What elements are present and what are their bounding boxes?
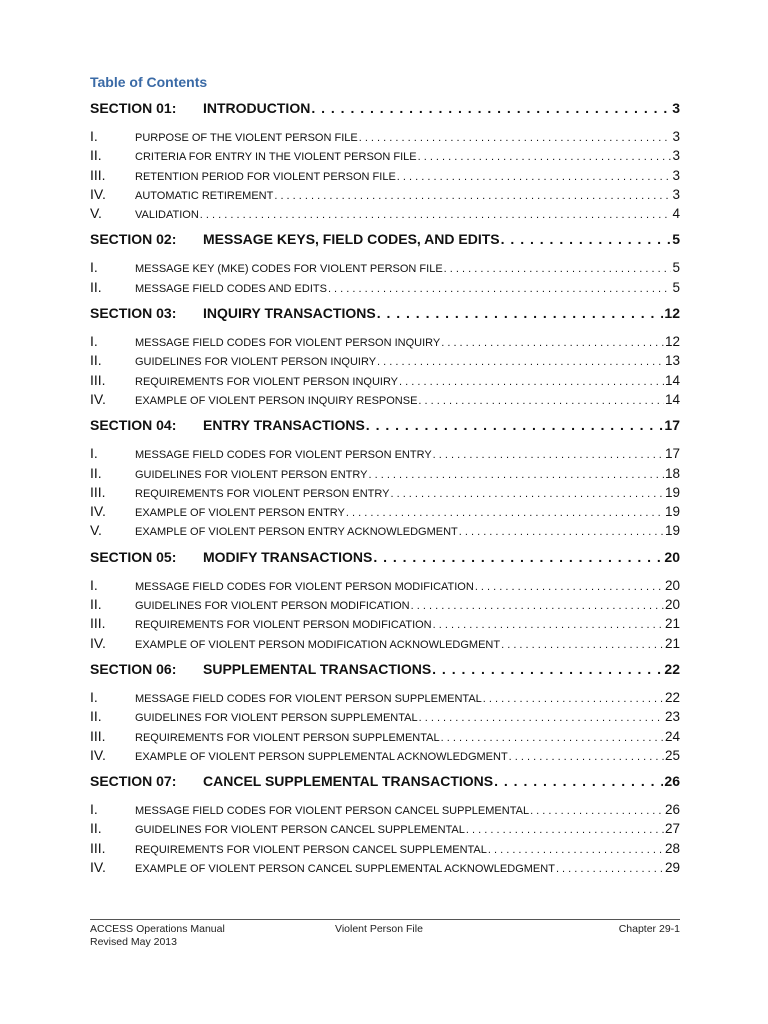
- dot-leader: [530, 805, 664, 817]
- entry-page-number: 19: [664, 504, 680, 520]
- toc-section: [90, 773, 680, 885]
- dot-leader: [459, 526, 664, 538]
- entry-roman-numeral: III.: [90, 839, 106, 856]
- entry-page-number: 19: [664, 523, 680, 539]
- toc-entry[interactable]: [90, 259, 680, 278]
- dot-leader: [368, 469, 663, 481]
- entry-page-number: 13: [664, 353, 680, 369]
- footer-left: [90, 923, 225, 949]
- entry-page-number: 27: [664, 821, 680, 837]
- toc-section: [90, 549, 680, 661]
- entry-title: EXAMPLE OF VIOLENT PERSON CANCEL SUPPLEMENTAL ACKNOWLEDGMENT: [135, 863, 555, 876]
- entry-roman-numeral: I.: [90, 688, 98, 705]
- entry-page-number: 20: [664, 597, 680, 613]
- section-spacer: [90, 654, 680, 661]
- dot-leader: [501, 231, 672, 247]
- entry-title: MESSAGE FIELD CODES FOR VIOLENT PERSON ENTRY: [135, 449, 432, 462]
- dot-leader: [494, 773, 663, 789]
- entry-roman-numeral: IV.: [90, 746, 106, 763]
- entry-roman-numeral: IV.: [90, 634, 106, 651]
- entry-title: GUIDELINES FOR VIOLENT PERSON INQUIRY: [135, 356, 377, 369]
- entry-title: MESSAGE FIELD CODES AND EDITS: [135, 282, 327, 295]
- entry-title: REQUIREMENTS FOR VIOLENT PERSON INQUIRY: [135, 375, 399, 388]
- entry-title: REQUIREMENTS FOR VIOLENT PERSON ENTRY: [135, 487, 390, 500]
- toc-entry[interactable]: [90, 333, 680, 352]
- entry-roman-numeral: V.: [90, 522, 102, 539]
- entry-roman-numeral: III.: [90, 166, 106, 183]
- entry-title: EXAMPLE OF VIOLENT PERSON MODIFICATION ACKNOWLEDGMENT: [135, 638, 501, 651]
- toc-section: [90, 305, 680, 417]
- toc-section: [90, 417, 680, 548]
- dot-leader: [418, 395, 664, 407]
- toc-entry[interactable]: [90, 352, 680, 371]
- section-page-number: 5: [672, 231, 680, 248]
- toc-entry[interactable]: [90, 689, 680, 708]
- toc-entry[interactable]: [90, 167, 680, 186]
- section-page-number: 22: [664, 660, 680, 677]
- entry-roman-numeral: III.: [90, 727, 106, 744]
- entry-page-number: 28: [664, 840, 680, 856]
- section-title: INTRODUCTION: [203, 100, 311, 116]
- section-title: INQUIRY TRANSACTIONS: [203, 305, 376, 322]
- dot-leader: [501, 639, 664, 651]
- toc-entry[interactable]: [90, 391, 680, 410]
- section-number: SECTION 05:: [90, 548, 177, 565]
- toc-entry[interactable]: [90, 577, 680, 596]
- dot-leader: [366, 417, 664, 433]
- toc-section-heading[interactable]: [90, 773, 680, 795]
- toc-entry[interactable]: [90, 708, 680, 727]
- section-title: MODIFY TRANSACTIONS: [203, 548, 373, 565]
- dot-leader: [466, 824, 664, 836]
- entry-page-number: 25: [664, 747, 680, 763]
- dot-leader: [475, 581, 664, 593]
- dot-leader: [411, 600, 664, 612]
- dot-leader: [441, 337, 664, 349]
- toc-entry[interactable]: [90, 445, 680, 464]
- section-spacer: [90, 878, 680, 885]
- footer-divider: [90, 919, 680, 920]
- section-spacer: [90, 224, 680, 231]
- entry-roman-numeral: I.: [90, 576, 98, 593]
- entry-page-number: 5: [672, 260, 680, 276]
- entry-title: GUIDELINES FOR VIOLENT PERSON CANCEL SUPPLEMENTAL: [135, 824, 465, 837]
- section-number: SECTION 03:: [90, 305, 177, 322]
- dot-leader: [377, 305, 664, 321]
- dot-leader: [419, 712, 664, 724]
- entry-roman-numeral: III.: [90, 483, 106, 500]
- entry-page-number: 20: [664, 577, 680, 593]
- entry-roman-numeral: II.: [90, 278, 102, 295]
- footer-chapter: Chapter 29-1: [618, 923, 680, 935]
- entry-page-number: 17: [664, 446, 680, 462]
- toc-section-heading[interactable]: [90, 549, 680, 571]
- entry-title: REQUIREMENTS FOR VIOLENT PERSON MODIFICATION: [135, 619, 432, 632]
- section-title: ENTRY TRANSACTIONS: [203, 417, 365, 434]
- section-spacer: [90, 542, 680, 549]
- toc-entry[interactable]: [90, 205, 680, 224]
- dot-leader: [390, 488, 664, 500]
- dot-leader: [433, 449, 664, 461]
- toc-section-heading[interactable]: [90, 417, 680, 439]
- footer-revised-date: Revised May 2013: [90, 936, 177, 948]
- toc-entry[interactable]: [90, 820, 680, 839]
- entry-title: MESSAGE KEY (MKE) CODES FOR VIOLENT PERSON FILE: [135, 263, 443, 276]
- dot-leader: [373, 549, 663, 565]
- entry-roman-numeral: IV.: [90, 503, 106, 520]
- entry-roman-numeral: II.: [90, 147, 102, 164]
- toc-entry[interactable]: [90, 372, 680, 391]
- dot-leader: [444, 263, 672, 275]
- entry-title: EXAMPLE OF VIOLENT PERSON ENTRY ACKNOWLEDGMENT: [135, 526, 458, 539]
- section-title: SUPPLEMENTAL TRANSACTIONS: [203, 660, 432, 677]
- entry-title: RETENTION PERIOD FOR VIOLENT PERSON FILE: [135, 170, 396, 183]
- toc-entry[interactable]: [90, 635, 680, 654]
- entry-page-number: 14: [664, 372, 680, 388]
- toc-entry[interactable]: [90, 147, 680, 166]
- dot-leader: [433, 619, 664, 631]
- entry-page-number: 23: [664, 709, 680, 725]
- entry-page-number: 3: [672, 186, 680, 202]
- footer-file-name: Violent Person File: [335, 923, 423, 935]
- entry-page-number: 14: [664, 391, 680, 407]
- section-number: SECTION 04:: [90, 417, 177, 434]
- toc-entry[interactable]: [90, 859, 680, 878]
- entry-title: EXAMPLE OF VIOLENT PERSON SUPPLEMENTAL ACKNOWLEDGMENT: [135, 750, 508, 763]
- section-page-number: 12: [664, 305, 680, 322]
- toc-entry[interactable]: [90, 747, 680, 766]
- dot-leader: [418, 151, 672, 163]
- entry-roman-numeral: II.: [90, 820, 102, 837]
- toc-section-heading[interactable]: [90, 305, 680, 327]
- toc-entry[interactable]: [90, 503, 680, 522]
- section-page-number: 20: [664, 548, 680, 565]
- dot-leader: [556, 863, 664, 875]
- toc-section-heading[interactable]: [90, 100, 680, 122]
- toc-entry[interactable]: [90, 279, 680, 298]
- dot-leader: [399, 376, 664, 388]
- toc-entry[interactable]: [90, 484, 680, 503]
- section-number: SECTION 02:: [90, 231, 177, 248]
- entry-page-number: 21: [664, 635, 680, 651]
- section-spacer: [90, 766, 680, 773]
- toc-entry[interactable]: [90, 840, 680, 859]
- entry-title: EXAMPLE OF VIOLENT PERSON ENTRY: [135, 507, 345, 520]
- entry-roman-numeral: III.: [90, 371, 106, 388]
- entry-page-number: 4: [672, 206, 680, 222]
- entry-roman-numeral: II.: [90, 708, 102, 725]
- entry-title: MESSAGE FIELD CODES FOR VIOLENT PERSON SUPPLEMENTAL: [135, 692, 482, 705]
- entry-roman-numeral: I.: [90, 259, 98, 276]
- section-number: SECTION 07:: [90, 773, 177, 790]
- entry-title: EXAMPLE OF VIOLENT PERSON INQUIRY RESPONSE: [135, 394, 418, 407]
- toc-entry[interactable]: [90, 465, 680, 484]
- entry-roman-numeral: IV.: [90, 859, 106, 876]
- entry-page-number: 21: [664, 616, 680, 632]
- entry-page-number: 5: [672, 279, 680, 295]
- entry-title: CRITERIA FOR ENTRY IN THE VIOLENT PERSON FILE: [135, 151, 417, 164]
- entry-title: MESSAGE FIELD CODES FOR VIOLENT PERSON INQUIRY: [135, 337, 441, 350]
- dot-leader: [432, 661, 663, 677]
- toc-section: [90, 661, 680, 773]
- dot-leader: [509, 751, 664, 763]
- entry-page-number: 12: [664, 334, 680, 350]
- dot-leader: [200, 209, 672, 221]
- dot-leader: [441, 732, 664, 744]
- entry-page-number: 18: [664, 465, 680, 481]
- entry-title: REQUIREMENTS FOR VIOLENT PERSON CANCEL SUPPLEMENTAL: [135, 843, 487, 856]
- dot-leader: [488, 844, 664, 856]
- section-title: MESSAGE KEYS, FIELD CODES, AND EDITS: [203, 231, 500, 248]
- toc-section: [90, 231, 680, 305]
- toc-section-heading[interactable]: [90, 661, 680, 683]
- toc-section: [90, 100, 680, 231]
- entry-roman-numeral: IV.: [90, 185, 106, 202]
- entry-roman-numeral: II.: [90, 596, 102, 613]
- entry-title: REQUIREMENTS FOR VIOLENT PERSON SUPPLEMENTAL: [135, 731, 440, 744]
- dot-leader: [359, 132, 672, 144]
- toc-entry[interactable]: [90, 186, 680, 205]
- entry-title: MESSAGE FIELD CODES FOR VIOLENT PERSON MODIFICATION: [135, 580, 474, 593]
- toc-entry[interactable]: [90, 522, 680, 541]
- toc-entry[interactable]: [90, 801, 680, 820]
- dot-leader: [397, 171, 672, 183]
- entry-page-number: 26: [664, 802, 680, 818]
- entry-title: VALIDATION: [135, 209, 199, 222]
- section-title: CANCEL SUPPLEMENTAL TRANSACTIONS: [203, 773, 494, 790]
- toc-entry[interactable]: [90, 128, 680, 147]
- entry-roman-numeral: I.: [90, 128, 98, 144]
- entry-roman-numeral: I.: [90, 445, 98, 462]
- section-spacer: [90, 298, 680, 305]
- entry-title: AUTOMATIC RETIREMENT: [135, 189, 274, 202]
- footer-manual-name: ACCESS Operations Manual: [90, 923, 225, 935]
- dot-leader: [311, 100, 671, 116]
- dot-leader: [483, 693, 664, 705]
- dot-leader: [377, 356, 664, 368]
- entry-page-number: 3: [672, 129, 680, 144]
- entry-roman-numeral: V.: [90, 205, 102, 222]
- toc-section-heading[interactable]: [90, 231, 680, 253]
- section-number: SECTION 01:: [90, 100, 177, 116]
- toc-entry[interactable]: [90, 615, 680, 634]
- entry-roman-numeral: I.: [90, 801, 98, 818]
- entry-title: GUIDELINES FOR VIOLENT PERSON MODIFICATION: [135, 600, 410, 613]
- entry-page-number: 24: [664, 728, 680, 744]
- entry-page-number: 3: [672, 167, 680, 183]
- entry-page-number: 29: [664, 860, 680, 876]
- toc-entry[interactable]: [90, 596, 680, 615]
- entry-title: GUIDELINES FOR VIOLENT PERSON ENTRY: [135, 468, 368, 481]
- entry-roman-numeral: II.: [90, 464, 102, 481]
- dot-leader: [346, 507, 664, 519]
- section-number: SECTION 06:: [90, 660, 177, 677]
- entry-page-number: 22: [664, 689, 680, 705]
- dot-leader: [328, 283, 672, 295]
- section-spacer: [90, 410, 680, 417]
- entry-title: MESSAGE FIELD CODES FOR VIOLENT PERSON CANCEL SUPPLEMENTAL: [135, 805, 530, 818]
- entry-roman-numeral: III.: [90, 615, 106, 632]
- entry-title: PURPOSE OF THE VIOLENT PERSON FILE: [135, 132, 358, 144]
- section-page-number: 3: [672, 100, 680, 116]
- dot-leader: [274, 190, 671, 202]
- entry-page-number: 3: [672, 148, 680, 164]
- table-of-contents: [90, 100, 680, 885]
- entry-roman-numeral: II.: [90, 352, 102, 369]
- section-page-number: 26: [664, 773, 680, 790]
- entry-page-number: 19: [664, 484, 680, 500]
- section-page-number: 17: [664, 417, 680, 434]
- entry-title: GUIDELINES FOR VIOLENT PERSON SUPPLEMENTAL: [135, 712, 418, 725]
- entry-roman-numeral: IV.: [90, 390, 106, 407]
- toc-entry[interactable]: [90, 728, 680, 747]
- entry-roman-numeral: I.: [90, 333, 98, 350]
- toc-title: Table of Contents: [90, 74, 208, 90]
